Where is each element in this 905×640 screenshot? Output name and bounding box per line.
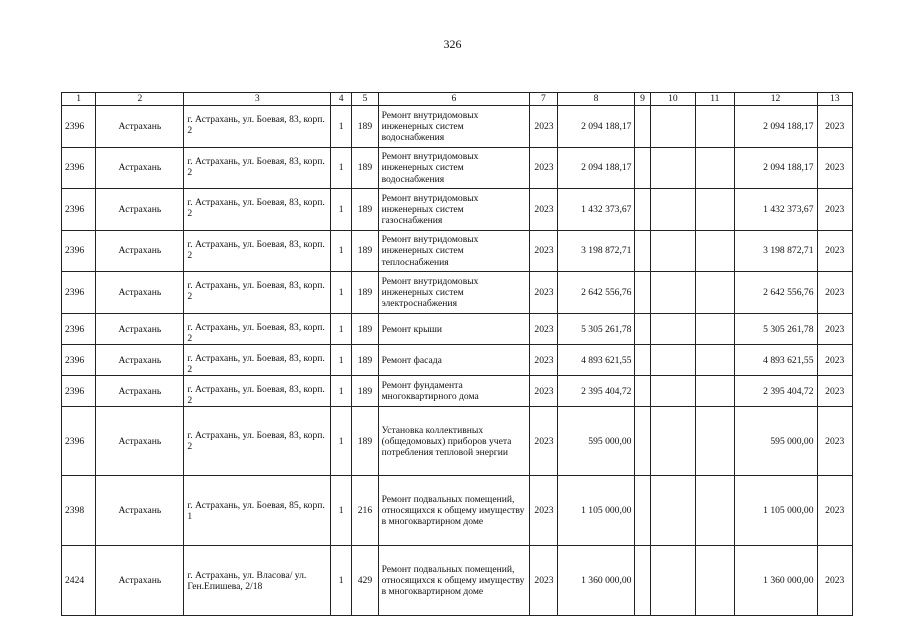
column-header: 11 bbox=[696, 93, 734, 106]
column-header: 8 bbox=[557, 93, 635, 106]
cell-col-5: 429 bbox=[352, 546, 378, 616]
cell-plan-year: 2023 bbox=[817, 376, 852, 407]
cell-col-11 bbox=[696, 272, 734, 314]
cell-address: г. Астрахань, ул. Боевая, 83, корп. 2 bbox=[184, 272, 331, 314]
cell-col-9 bbox=[635, 189, 650, 231]
cell-register-number: 2396 bbox=[62, 231, 96, 272]
cell-col-11 bbox=[696, 546, 734, 616]
cell-municipality: Астрахань bbox=[96, 189, 184, 231]
table-row bbox=[62, 189, 853, 231]
cell-col-10 bbox=[650, 407, 696, 476]
cell-col-11 bbox=[696, 189, 734, 231]
cell-plan-year: 2023 bbox=[817, 231, 852, 272]
cell-col-10 bbox=[650, 376, 696, 407]
table-row bbox=[62, 476, 853, 546]
cell-total-cost: 1 432 373,67 bbox=[734, 189, 817, 231]
cell-plan-year: 2023 bbox=[817, 546, 852, 616]
cell-col-4: 1 bbox=[331, 231, 352, 272]
cell-work-type: Установка коллективных (общедомовых) приборов учета потребления тепловой энергии bbox=[378, 407, 530, 476]
table-row bbox=[62, 106, 853, 148]
cell-year: 2023 bbox=[530, 148, 557, 189]
cell-plan-year: 2023 bbox=[817, 476, 852, 546]
cell-col-5: 189 bbox=[352, 376, 378, 407]
cell-register-number: 2398 bbox=[62, 476, 96, 546]
cell-cost: 4 893 621,55 bbox=[557, 345, 635, 376]
cell-col-9 bbox=[635, 314, 650, 345]
cell-register-number: 2396 bbox=[62, 148, 96, 189]
cell-address: г. Астрахань, ул. Боевая, 83, корп. 2 bbox=[184, 189, 331, 231]
cell-col-5: 189 bbox=[352, 272, 378, 314]
table-row bbox=[62, 231, 853, 272]
cell-col-4: 1 bbox=[331, 345, 352, 376]
table-row bbox=[62, 345, 853, 376]
cell-plan-year: 2023 bbox=[817, 106, 852, 148]
cell-register-number: 2396 bbox=[62, 376, 96, 407]
cell-col-9 bbox=[635, 546, 650, 616]
cell-col-10 bbox=[650, 189, 696, 231]
cell-col-4: 1 bbox=[331, 476, 352, 546]
cell-year: 2023 bbox=[530, 407, 557, 476]
cell-register-number: 2396 bbox=[62, 106, 96, 148]
cell-total-cost: 595 000,00 bbox=[734, 407, 817, 476]
cell-address: г. Астрахань, ул. Боевая, 83, корп. 2 bbox=[184, 148, 331, 189]
cell-cost: 2 642 556,76 bbox=[557, 272, 635, 314]
cell-year: 2023 bbox=[530, 476, 557, 546]
cell-cost: 2 094 188,17 bbox=[557, 106, 635, 148]
cell-plan-year: 2023 bbox=[817, 189, 852, 231]
cell-address: г. Астрахань, ул. Боевая, 85, корп. 1 bbox=[184, 476, 331, 546]
cell-col-9 bbox=[635, 476, 650, 546]
cell-year: 2023 bbox=[530, 376, 557, 407]
column-header: 1 bbox=[62, 93, 96, 106]
cell-total-cost: 2 094 188,17 bbox=[734, 148, 817, 189]
cell-municipality: Астрахань bbox=[96, 106, 184, 148]
cell-total-cost: 2 642 556,76 bbox=[734, 272, 817, 314]
cell-plan-year: 2023 bbox=[817, 272, 852, 314]
cell-col-4: 1 bbox=[331, 189, 352, 231]
cell-col-5: 189 bbox=[352, 231, 378, 272]
cell-col-9 bbox=[635, 345, 650, 376]
cell-col-11 bbox=[696, 148, 734, 189]
cell-municipality: Астрахань bbox=[96, 476, 184, 546]
cell-col-10 bbox=[650, 231, 696, 272]
cell-year: 2023 bbox=[530, 314, 557, 345]
cell-total-cost: 5 305 261,78 bbox=[734, 314, 817, 345]
cell-work-type: Ремонт внутридомовых инженерных систем электроснабжения bbox=[378, 272, 530, 314]
cell-cost: 3 198 872,71 bbox=[557, 231, 635, 272]
cell-col-10 bbox=[650, 345, 696, 376]
cell-col-11 bbox=[696, 345, 734, 376]
cell-total-cost: 2 094 188,17 bbox=[734, 106, 817, 148]
cell-plan-year: 2023 bbox=[817, 345, 852, 376]
cell-address: г. Астрахань, ул. Боевая, 83, корп. 2 bbox=[184, 106, 331, 148]
cell-year: 2023 bbox=[530, 345, 557, 376]
cell-col-4: 1 bbox=[331, 106, 352, 148]
page-number: 326 bbox=[443, 37, 462, 51]
cell-address: г. Астрахань, ул. Боевая, 83, корп. 2 bbox=[184, 407, 331, 476]
cell-col-10 bbox=[650, 106, 696, 148]
cell-col-4: 1 bbox=[331, 272, 352, 314]
cell-register-number: 2424 bbox=[62, 546, 96, 616]
table-row bbox=[62, 272, 853, 314]
column-header: 2 bbox=[96, 93, 184, 106]
cell-municipality: Астрахань bbox=[96, 546, 184, 616]
cell-col-4: 1 bbox=[331, 314, 352, 345]
cell-col-4: 1 bbox=[331, 148, 352, 189]
cell-col-9 bbox=[635, 407, 650, 476]
cell-municipality: Астрахань bbox=[96, 407, 184, 476]
cell-municipality: Астрахань bbox=[96, 148, 184, 189]
cell-total-cost: 1 105 000,00 bbox=[734, 476, 817, 546]
table-row bbox=[62, 407, 853, 476]
cell-register-number: 2396 bbox=[62, 407, 96, 476]
column-header: 13 bbox=[817, 93, 852, 106]
capital-repair-table bbox=[61, 92, 853, 616]
cell-work-type: Ремонт внутридомовых инженерных систем теплоснабжения bbox=[378, 231, 530, 272]
cell-col-11 bbox=[696, 407, 734, 476]
cell-col-5: 189 bbox=[352, 345, 378, 376]
table-row bbox=[62, 148, 853, 189]
cell-col-9 bbox=[635, 376, 650, 407]
table-row bbox=[62, 314, 853, 345]
column-header: 12 bbox=[734, 93, 817, 106]
cell-cost: 1 360 000,00 bbox=[557, 546, 635, 616]
table-row bbox=[62, 376, 853, 407]
cell-col-10 bbox=[650, 272, 696, 314]
cell-work-type: Ремонт подвальных помещений, относящихся к общему имуществу в многоквартирном доме bbox=[378, 546, 530, 616]
cell-col-11 bbox=[696, 376, 734, 407]
column-header: 5 bbox=[352, 93, 378, 106]
cell-address: г. Астрахань, ул. Боевая, 83, корп. 2 bbox=[184, 314, 331, 345]
cell-work-type: Ремонт внутридомовых инженерных систем газоснабжения bbox=[378, 189, 530, 231]
cell-col-10 bbox=[650, 314, 696, 345]
cell-year: 2023 bbox=[530, 189, 557, 231]
cell-col-9 bbox=[635, 148, 650, 189]
cell-register-number: 2396 bbox=[62, 272, 96, 314]
cell-col-5: 189 bbox=[352, 189, 378, 231]
cell-col-4: 1 bbox=[331, 376, 352, 407]
table-body bbox=[62, 106, 853, 616]
cell-year: 2023 bbox=[530, 106, 557, 148]
cell-work-type: Ремонт внутридомовых инженерных систем водоснабжения bbox=[378, 106, 530, 148]
cell-cost: 1 432 373,67 bbox=[557, 189, 635, 231]
cell-cost: 2 094 188,17 bbox=[557, 148, 635, 189]
cell-col-11 bbox=[696, 314, 734, 345]
cell-col-11 bbox=[696, 476, 734, 546]
cell-register-number: 2396 bbox=[62, 189, 96, 231]
cell-plan-year: 2023 bbox=[817, 407, 852, 476]
cell-col-10 bbox=[650, 476, 696, 546]
cell-plan-year: 2023 bbox=[817, 314, 852, 345]
column-header: 9 bbox=[635, 93, 650, 106]
cell-register-number: 2396 bbox=[62, 345, 96, 376]
column-header: 4 bbox=[331, 93, 352, 106]
cell-municipality: Астрахань bbox=[96, 314, 184, 345]
cell-col-4: 1 bbox=[331, 546, 352, 616]
cell-municipality: Астрахань bbox=[96, 376, 184, 407]
cell-work-type: Ремонт фасада bbox=[378, 345, 530, 376]
cell-col-5: 216 bbox=[352, 476, 378, 546]
cell-col-9 bbox=[635, 272, 650, 314]
cell-col-10 bbox=[650, 148, 696, 189]
column-number-row bbox=[62, 93, 853, 106]
cell-cost: 2 395 404,72 bbox=[557, 376, 635, 407]
column-header: 6 bbox=[378, 93, 530, 106]
cell-address: г. Астрахань, ул. Боевая, 83, корп. 2 bbox=[184, 231, 331, 272]
cell-municipality: Астрахань bbox=[96, 272, 184, 314]
cell-total-cost: 1 360 000,00 bbox=[734, 546, 817, 616]
cell-col-5: 189 bbox=[352, 407, 378, 476]
cell-year: 2023 bbox=[530, 272, 557, 314]
cell-address: г. Астрахань, ул. Власова/ ул. Ген.Епишева, 2/18 bbox=[184, 546, 331, 616]
cell-work-type: Ремонт крыши bbox=[378, 314, 530, 345]
column-header: 7 bbox=[530, 93, 557, 106]
cell-cost: 5 305 261,78 bbox=[557, 314, 635, 345]
cell-work-type: Ремонт фундамента многоквартирного дома bbox=[378, 376, 530, 407]
cell-col-10 bbox=[650, 546, 696, 616]
cell-address: г. Астрахань, ул. Боевая, 83, корп. 2 bbox=[184, 376, 331, 407]
cell-total-cost: 2 395 404,72 bbox=[734, 376, 817, 407]
column-header: 10 bbox=[650, 93, 696, 106]
cell-col-4: 1 bbox=[331, 407, 352, 476]
cell-col-11 bbox=[696, 231, 734, 272]
cell-register-number: 2396 bbox=[62, 314, 96, 345]
cell-col-5: 189 bbox=[352, 148, 378, 189]
column-header: 3 bbox=[184, 93, 331, 106]
cell-total-cost: 4 893 621,55 bbox=[734, 345, 817, 376]
cell-address: г. Астрахань, ул. Боевая, 83, корп. 2 bbox=[184, 345, 331, 376]
cell-work-type: Ремонт внутридомовых инженерных систем водоснабжения bbox=[378, 148, 530, 189]
cell-year: 2023 bbox=[530, 231, 557, 272]
cell-col-9 bbox=[635, 106, 650, 148]
cell-col-5: 189 bbox=[352, 106, 378, 148]
cell-cost: 595 000,00 bbox=[557, 407, 635, 476]
cell-col-9 bbox=[635, 231, 650, 272]
cell-year: 2023 bbox=[530, 546, 557, 616]
cell-col-11 bbox=[696, 106, 734, 148]
table-row bbox=[62, 546, 853, 616]
cell-municipality: Астрахань bbox=[96, 345, 184, 376]
cell-work-type: Ремонт подвальных помещений, относящихся к общему имуществу в многоквартирном доме bbox=[378, 476, 530, 546]
cell-col-5: 189 bbox=[352, 314, 378, 345]
cell-cost: 1 105 000,00 bbox=[557, 476, 635, 546]
cell-plan-year: 2023 bbox=[817, 148, 852, 189]
cell-total-cost: 3 198 872,71 bbox=[734, 231, 817, 272]
cell-municipality: Астрахань bbox=[96, 231, 184, 272]
